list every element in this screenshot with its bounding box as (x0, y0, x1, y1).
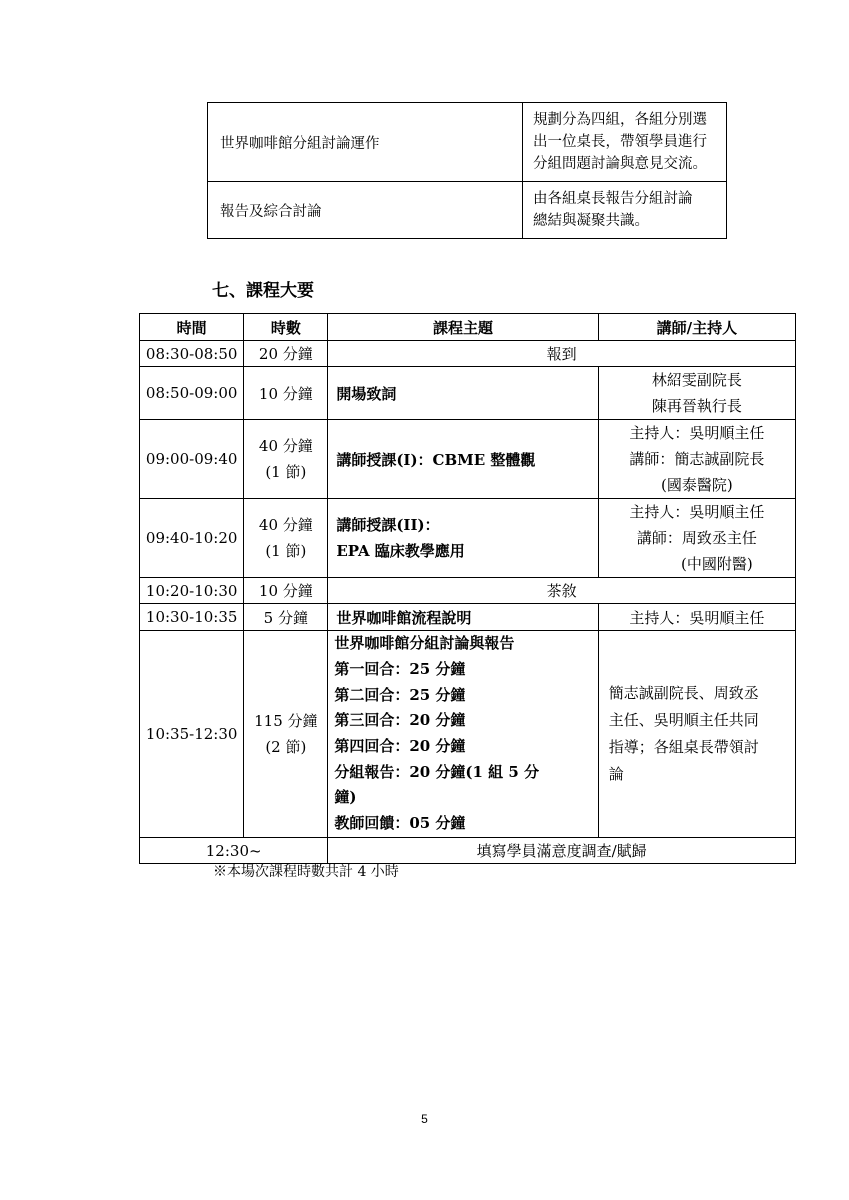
page-number: 5 (421, 1112, 428, 1126)
activity-cell: 世界咖啡館分組討論運作 (208, 103, 523, 182)
topic-cell: 講師授課(I)：CBME 整體觀 (328, 420, 598, 499)
host-line: 主持人：吳明順主任 (629, 424, 765, 442)
host-line: 主持人：吳明順主任 (629, 503, 765, 521)
host-cell (598, 367, 795, 420)
host-line: 簡志誠副院長、周致丞 (608, 684, 759, 702)
host-line: (中國附醫) (680, 555, 753, 573)
duration-cell: 10 分鐘 (244, 578, 328, 604)
desc-line: 規劃分為四組，各組分別選 (533, 112, 707, 128)
topic-line: EPA 臨床教學應用 (336, 542, 465, 560)
duration-line: (2 節) (265, 738, 307, 756)
duration-line: 115 分鐘 (254, 712, 318, 730)
table-row (140, 499, 796, 578)
table-row (140, 420, 796, 499)
topic-cell: 世界咖啡館流程說明 (328, 604, 598, 631)
time-cell: 09:40-10:20 (140, 499, 244, 578)
desc-line: 出一位桌長，帶領學員進行 (533, 134, 707, 150)
duration-cell (244, 420, 328, 499)
topic-cell: 茶敘 (328, 578, 796, 604)
table-row (140, 341, 796, 367)
topic-line: 第一回合：25 分鐘 (334, 659, 466, 678)
host-line: 陳再晉執行長 (651, 397, 742, 415)
time-cell: 10:30-10:35 (140, 604, 244, 631)
time-cell: 09:00-09:40 (140, 420, 244, 499)
duration-line: (1 節) (265, 463, 307, 481)
duration-cell: 20 分鐘 (244, 341, 328, 367)
host-line: 指導；各組桌長帶領討 (608, 738, 759, 756)
table-row (140, 631, 796, 838)
host-cell (598, 499, 795, 578)
time-cell: 10:35-12:30 (140, 631, 244, 838)
host-line: 論 (608, 765, 624, 783)
topic-line: 第二回合：25 分鐘 (334, 685, 466, 704)
activity-table (207, 102, 727, 239)
duration-cell (244, 499, 328, 578)
duration-cell: 5 分鐘 (244, 604, 328, 631)
topic-line: 第三回合：20 分鐘 (334, 711, 466, 730)
activity-cell: 報告及綜合討論 (208, 182, 523, 239)
topic-cell (328, 631, 598, 838)
desc-line: 由各組桌長報告分組討論 (533, 191, 693, 207)
topic-line: 世界咖啡館分組討論與報告 (334, 634, 515, 653)
duration-cell: 10 分鐘 (244, 367, 328, 420)
table-row (208, 103, 727, 182)
host-line: 林紹雯副院長 (651, 371, 742, 389)
time-cell: 08:50-09:00 (140, 367, 244, 420)
footnote: ※本場次課程時數共計 4 小時 (213, 864, 399, 880)
topic-line: 分組報告：20 分鐘(1 組 5 分 (334, 762, 540, 781)
header-duration: 時數 (244, 314, 328, 341)
time-cell: 08:30-08:50 (140, 341, 244, 367)
duration-line: 40 分鐘 (258, 516, 313, 534)
topic-line: 教師回饋：05 分鐘 (334, 814, 466, 833)
duration-line: 40 分鐘 (258, 437, 313, 455)
table-row (140, 604, 796, 631)
topic-line: 第四回合：20 分鐘 (334, 737, 466, 755)
host-line: 講師：周致丞主任 (636, 529, 757, 547)
table-row (140, 838, 796, 864)
host-cell: 主持人：吳明順主任 (598, 604, 795, 631)
header-host: 講師/主持人 (598, 314, 795, 341)
host-line: 主任、吳明順主任共同 (608, 711, 759, 729)
activity-description (523, 182, 727, 239)
topic-line: 鐘) (334, 788, 357, 807)
table-row (140, 578, 796, 604)
time-cell: 10:20-10:30 (140, 578, 244, 604)
host-cell (598, 631, 795, 838)
duration-line: (1 節) (265, 542, 307, 560)
desc-line: 分組問題討論與意見交流。 (533, 156, 707, 172)
topic-cell: 開場致詞 (328, 367, 598, 420)
table-row (140, 367, 796, 420)
topic-cell: 報到 (328, 341, 796, 367)
topic-line: 講師授課(II)： (336, 516, 440, 534)
header-time: 時間 (140, 314, 244, 341)
host-line: 講師：簡志誠副院長 (629, 450, 765, 468)
activity-description (523, 103, 727, 182)
section-title: 七、課程大要 (212, 281, 314, 301)
header-topic: 課程主題 (328, 314, 598, 341)
duration-cell (244, 631, 328, 838)
desc-line: 總結與凝聚共識。 (533, 213, 649, 229)
topic-cell: 填寫學員滿意度調查/賦歸 (328, 838, 796, 864)
host-cell (598, 420, 795, 499)
table-row (208, 182, 727, 239)
header-row (140, 314, 796, 341)
schedule-table (139, 313, 796, 864)
time-cell: 12:30~ (140, 838, 328, 864)
topic-cell (328, 499, 598, 578)
host-line: (國泰醫院) (660, 476, 733, 494)
